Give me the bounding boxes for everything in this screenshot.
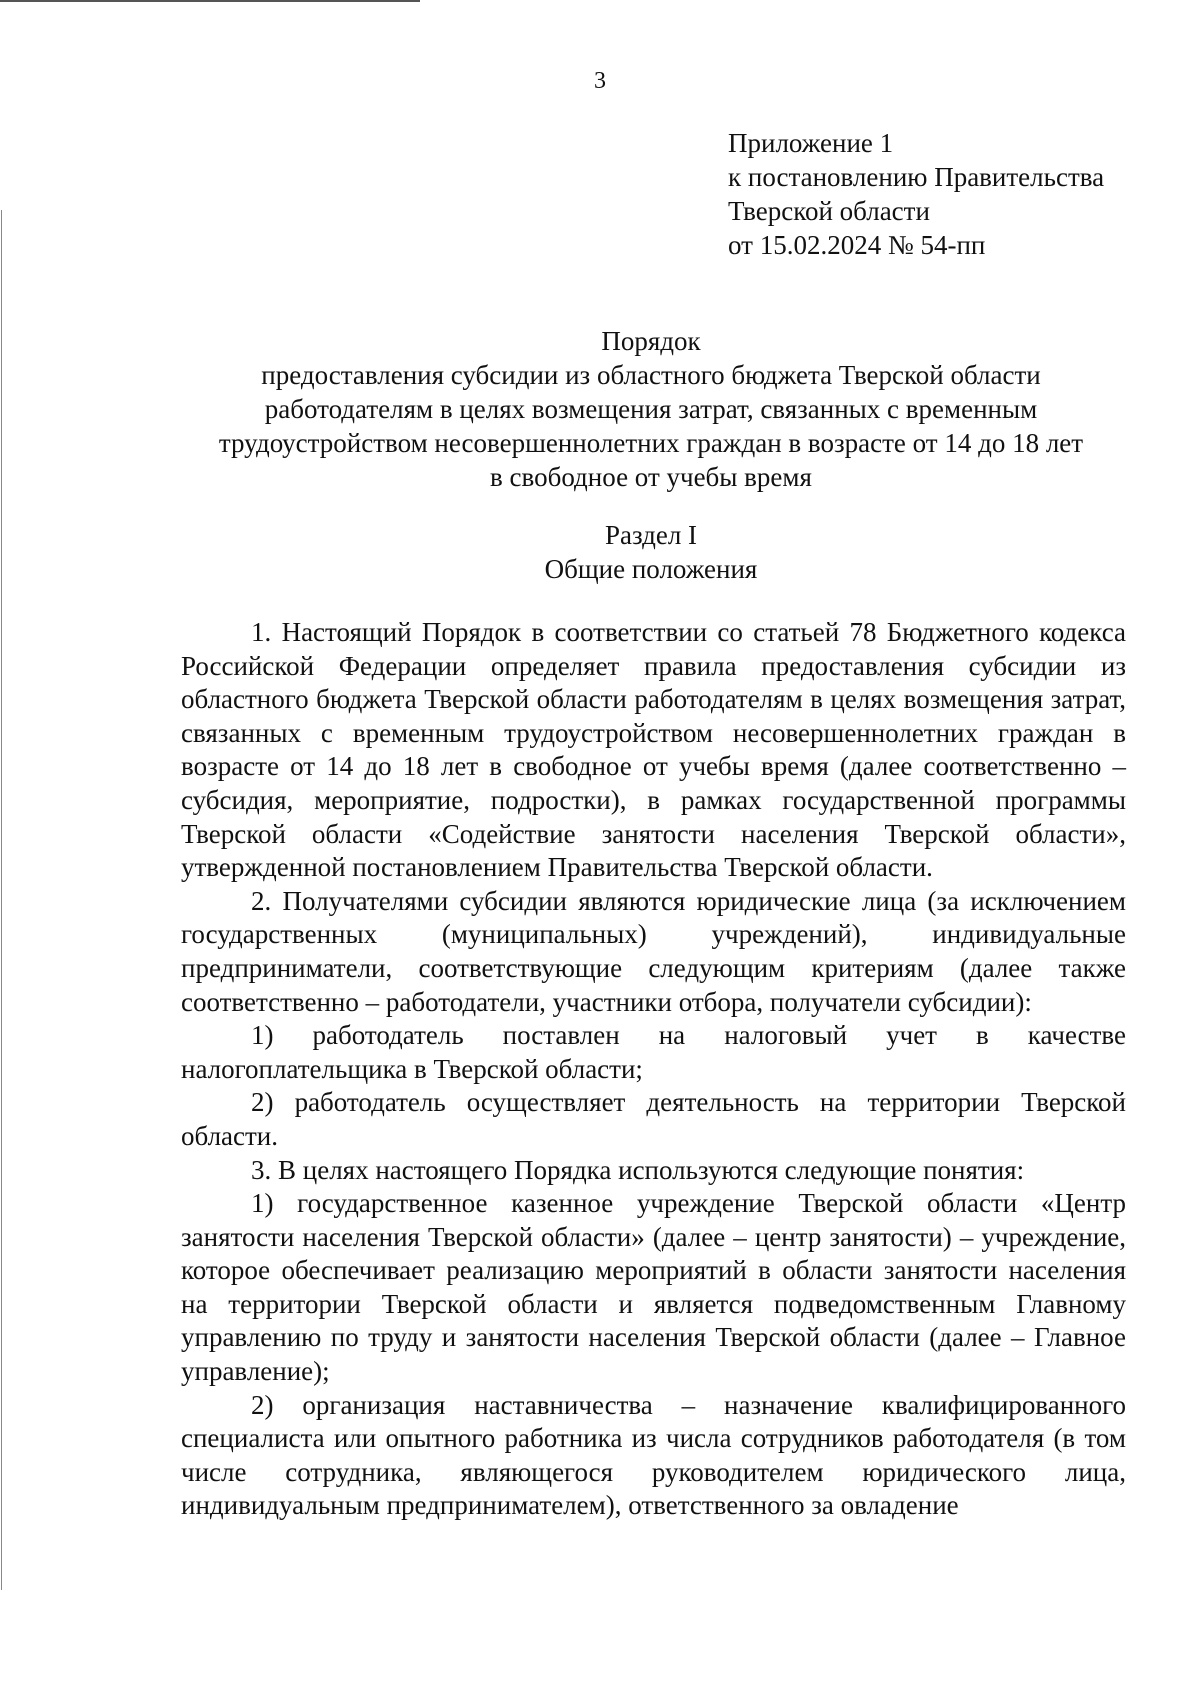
document-title [170,324,1132,494]
paragraph-2: 2. Получателями субсидии являются юридические лица (за исключением государственных (муниципальных) учреждений), индивидуальные предприниматели, соответствующие следующим критериям (далее также соответственно – работодатели, участники отбора, получатели субсидии): [181,885,1126,1017]
paragraph-1: 1. Настоящий Порядок в соответствии со статьей 78 Бюджетного кодекса Российской Федерации определяет правила предоставления субсидии из областного бюджета Тверской области работодателям в целях возмещения затрат, связанных с временным трудоустройством несовершеннолетних граждан в возрасте от 14 до 18 лет в свободное от учебы время (далее соответственно – субсидия, мероприятие, подростки), в рамках государственной программы Тверской области «Содействие занятости населения Тверской области», утвержденной постановлением Правительства Тверской области. [181,617,1126,883]
section-label: Раздел I [604,520,698,550]
scan-edge-line-left [1,210,2,1590]
paragraph-2-item-2: 2) работодатель осуществляет деятельность на территории Тверской области. [181,1087,1126,1151]
title-line-4: в свободное от учебы время [490,462,812,492]
paragraph-3-item-2: 2) организация наставничества – назначение квалифицированного специалиста или опытного работника из числа сотрудников работодателя (в том числе сотрудника, являющегося руководителем юридического лица, индивидуальным предпринимателем), ответственного за овладение [181,1389,1126,1521]
appendix-line-3: Тверской области [728,196,930,226]
scan-edge-line-top [0,0,420,2]
paragraph-3-item-1: 1) государственное казенное учреждение Тверской области «Центр занятости населения Тверской области» (далее – центр занятости) – учреждение, которое обеспечивает реализацию мероприятий в области занятости населения на территории Тверской области и является подведомственным Главному управлению по труду и занятости населения Тверской области (далее – Главное управление); [181,1188,1126,1387]
appendix-line-2: к постановлению Правительства [728,162,1105,192]
title-line-2: работодателям в целях возмещения затрат, связанных с временным [264,394,1038,424]
section-heading [170,518,1132,586]
appendix-line-4: от 15.02.2024 № 54-пп [728,230,986,260]
paragraph-2-item-1: 1) работодатель поставлен на налоговый учет в качестве налогоплательщика в Тверской области; [181,1020,1126,1084]
paragraph-3: 3. В целях настоящего Порядка используются следующие понятия: [251,1154,1025,1185]
appendix-header [728,126,1104,262]
title-heading: Порядок [601,326,701,356]
title-line-3: трудоустройством несовершеннолетних граждан в возрасте от 14 до 18 лет [218,428,1084,458]
document-body [181,616,1126,1523]
section-name: Общие положения [544,554,758,584]
title-line-1: предоставления субсидии из областного бюджета Тверской области [261,360,1041,390]
appendix-line-1: Приложение 1 [728,128,894,158]
page-number: 3 [594,68,606,94]
